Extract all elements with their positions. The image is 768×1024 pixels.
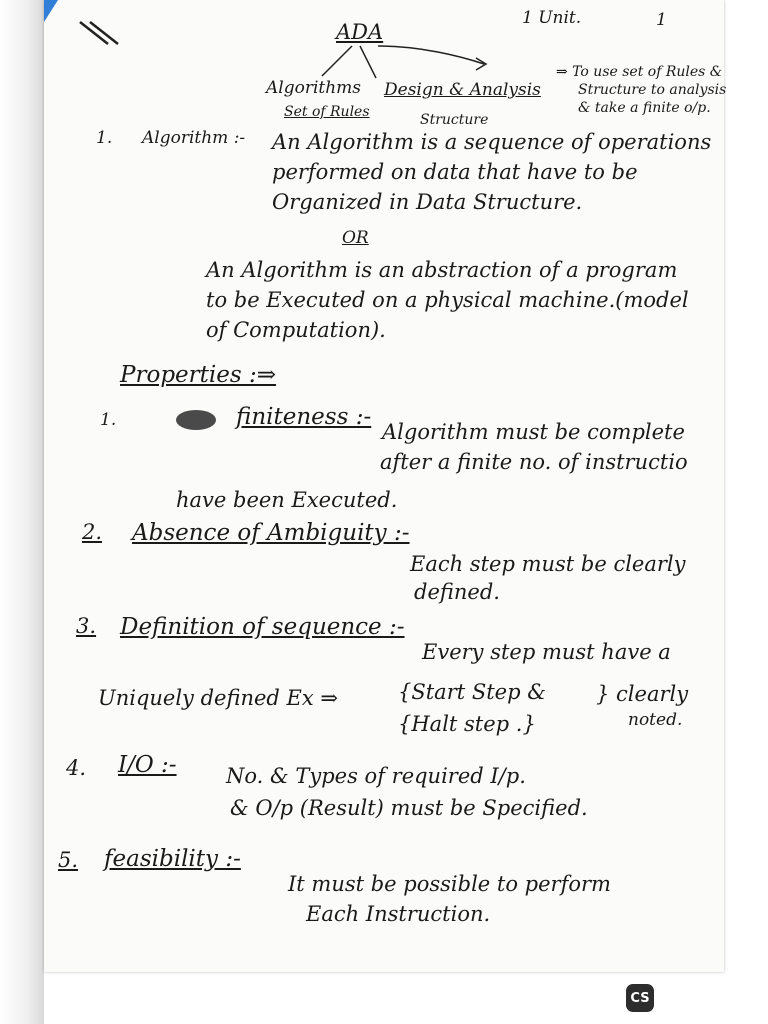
property-4-line-2: & O/p (Result) must be Specified. [230, 796, 588, 820]
property-3-line-2: Uniquely defined Ex ⇒ [98, 686, 338, 710]
property-3-title: Definition of sequence :- [120, 614, 405, 640]
definition-line-1: An Algorithm is a sequence of operations [272, 130, 712, 154]
set-of-rules-label: Set of Rules [284, 104, 370, 120]
property-5-line-2: Each Instruction. [306, 902, 491, 926]
alternate-line-2: to be Executed on a physical machine.(model [206, 288, 689, 312]
property-3-line-1: Every step must have a [422, 640, 671, 664]
unit-label: 1 Unit. [522, 8, 582, 28]
or-label: OR [342, 228, 369, 248]
property-5-title: feasibility :- [104, 846, 241, 872]
arrow-note-2: Structure to analysis [578, 82, 727, 98]
definition-number: 1. [96, 128, 113, 148]
definition-line-2: performed on data that have to be [272, 160, 638, 184]
property-2-line-2: defined. [414, 580, 500, 604]
property-4-number: 4. [66, 756, 87, 780]
property-4-title: I/O :- [118, 752, 177, 778]
page-title: ADA [336, 20, 384, 44]
arrow-note-3: & take a finite o/p. [578, 100, 711, 116]
scribble-mark [176, 410, 216, 430]
property-3-line-5: } clearly [596, 682, 689, 706]
alternate-line-1: An Algorithm is an abstraction of a program [206, 258, 678, 282]
algorithms-label: Algorithms [266, 78, 362, 98]
property-3-line-6: noted. [628, 710, 683, 730]
property-4-line-1: No. & Types of required I/p. [226, 764, 526, 788]
property-3-number: 3. [76, 614, 97, 638]
property-1-line-2: after a finite no. of instructio [380, 450, 688, 474]
property-5-number: 5. [58, 848, 79, 872]
property-5-line-1: It must be possible to perform [288, 872, 611, 896]
property-2-number: 2. [82, 520, 103, 544]
structure-label: Structure [420, 112, 489, 128]
property-2-title: Absence of Ambiguity :- [132, 520, 410, 546]
definition-line-3: Organized in Data Structure. [272, 190, 583, 214]
page-number: 1 [656, 10, 667, 30]
properties-heading: Properties :⇒ [120, 362, 276, 388]
property-3-line-3: {Start Step & [398, 680, 546, 704]
property-2-line-1: Each step must be clearly [410, 552, 686, 576]
camscanner-logo-icon: CS [626, 984, 654, 1012]
property-1-line-3: have been Executed. [176, 488, 398, 512]
arrow-note-1: ⇒ To use set of Rules & [556, 64, 723, 80]
design-analysis-label: Design & Analysis [384, 80, 541, 100]
property-1-line-1: Algorithm must be complete [382, 420, 685, 444]
page-edge-shadow [0, 0, 44, 1024]
property-3-line-4: {Halt step .} [398, 712, 536, 736]
property-1-number: 1. [100, 410, 117, 430]
definition-term: Algorithm :- [142, 128, 246, 148]
alternate-line-3: of Computation). [206, 318, 386, 342]
property-1-title: finiteness :- [236, 404, 372, 430]
